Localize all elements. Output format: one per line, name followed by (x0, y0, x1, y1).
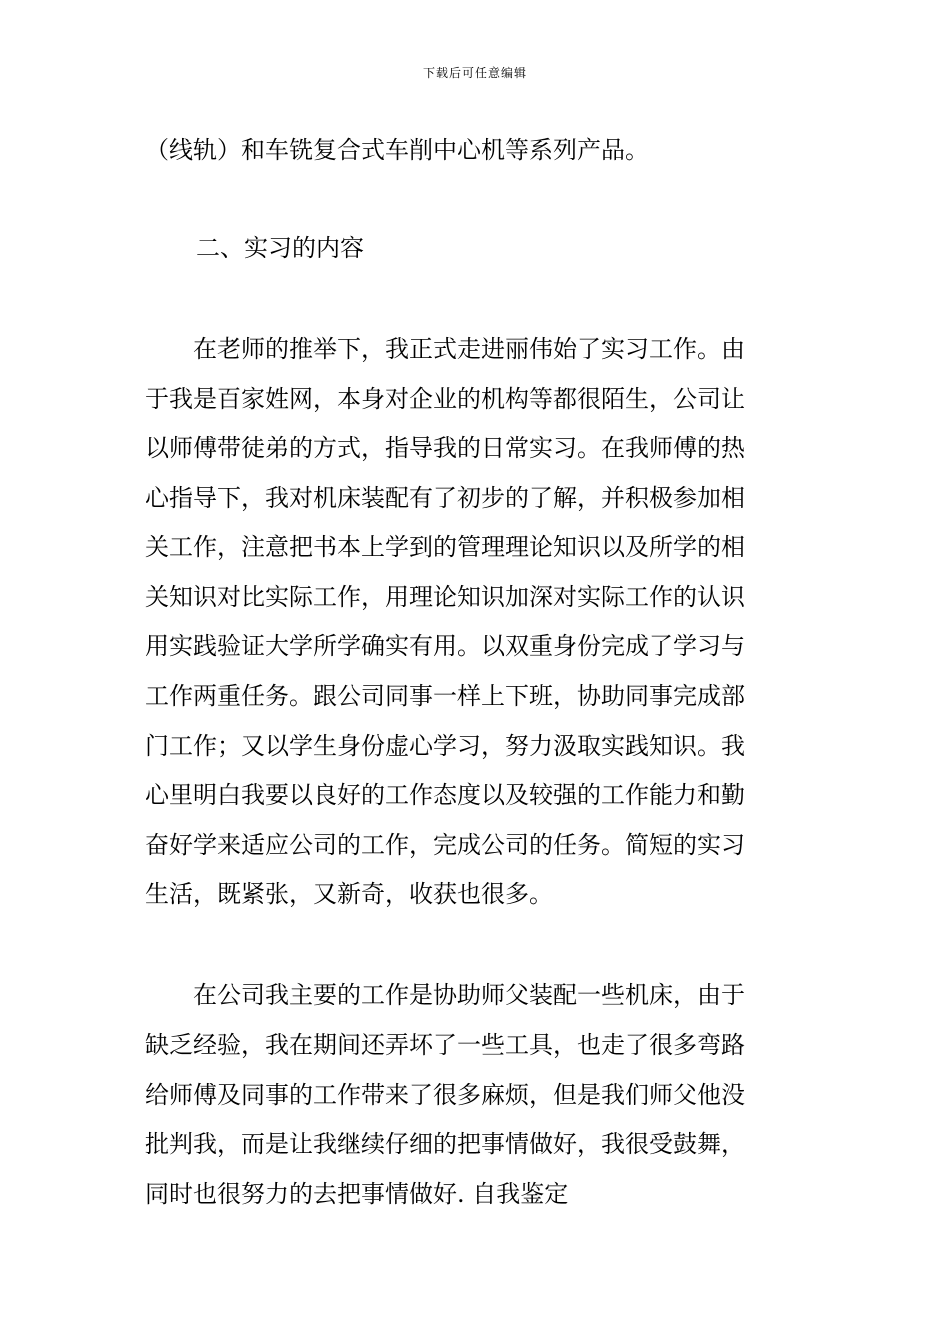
paragraph-line: 于我是百家姓网，本身对企业的机构等都很陌生，公司让 (145, 385, 745, 413)
intro-line: （线轨）和车铣复合式车削中心机等系列产品。 (145, 136, 649, 164)
paragraph-line: 生活，既紧张，又新奇，收获也很多。 (145, 880, 553, 908)
paragraph-line: 门工作；又以学生身份虚心学习，努力汲取实践知识。我 (145, 732, 745, 760)
paragraph-line: 关工作，注意把书本上学到的管理理论知识以及所学的相 (145, 533, 745, 561)
paragraph-line: 用实践验证大学所学确实有用。以双重身份完成了学习与 (145, 632, 745, 660)
paragraph-line: 在公司我主要的工作是协助师父装配一些机床，由于 (145, 981, 745, 1009)
paragraph-line: 批判我，而是让我继续仔细的把事情做好，我很受鼓舞， (145, 1130, 745, 1158)
paragraph-line: 关知识对比实际工作，用理论知识加深对实际工作的认识 (145, 583, 745, 611)
paragraph-line: 缺乏经验，我在期间还弄坏了一些工具，也走了很多弯路 (145, 1031, 745, 1059)
paragraph-line: 给师傅及同事的工作带来了很多麻烦，但是我们师父他没 (145, 1081, 745, 1109)
paragraph-line: 在老师的推举下，我正式走进丽伟始了实习工作。由 (145, 335, 745, 363)
paragraph-line: 同时也很努力的去把事情做好. 自我鉴定 (145, 1180, 569, 1208)
paragraph-line: 工作两重任务。跟公司同事一样上下班，协助同事完成部 (145, 682, 745, 710)
section-heading: 二、实习的内容 (196, 234, 364, 262)
paragraph-line: 心指导下，我对机床装配有了初步的了解，并积极参加相 (145, 484, 745, 512)
paragraph-line: 心里明白我要以良好的工作态度以及较强的工作能力和勤 (145, 781, 745, 809)
paragraph-line: 奋好学来适应公司的工作，完成公司的任务。简短的实习 (145, 831, 745, 859)
page-header-note: 下载后可任意编辑 (422, 66, 527, 80)
paragraph-line: 以师傅带徒弟的方式，指导我的日常实习。在我师傅的热 (145, 434, 745, 462)
